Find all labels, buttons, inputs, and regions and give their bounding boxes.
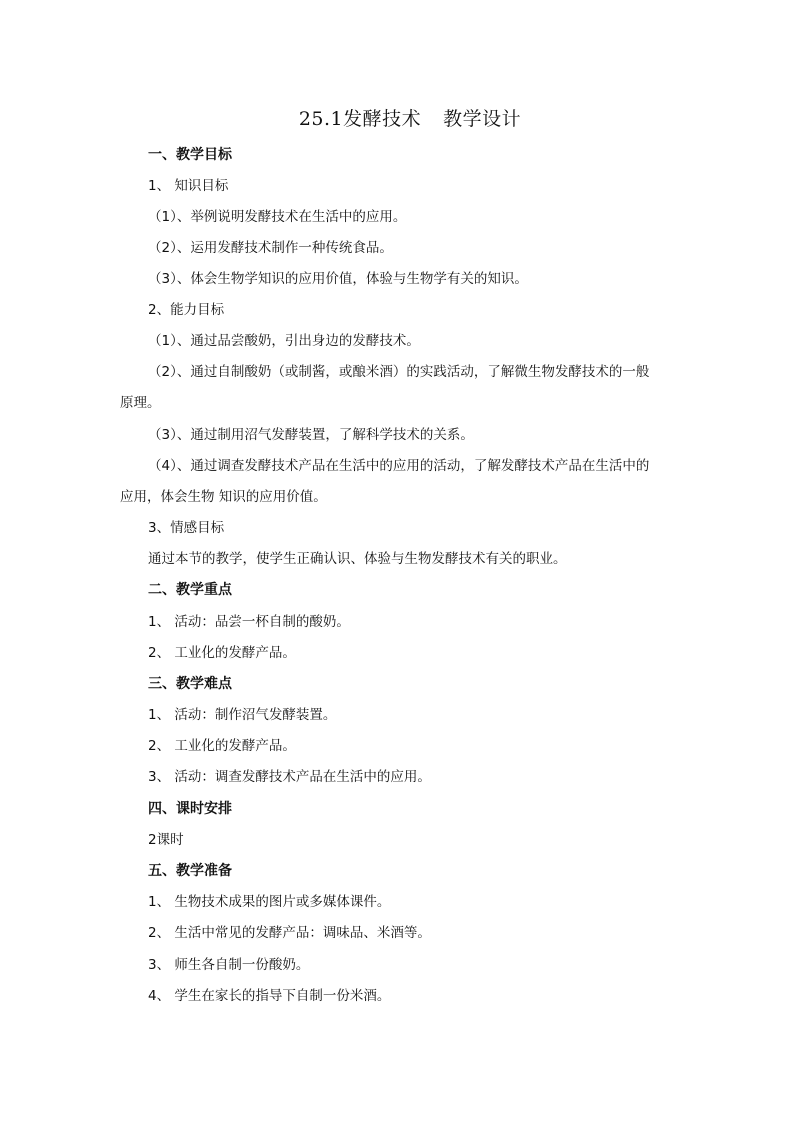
list-item: 4、 学生在家长的指导下自制一份米酒。 (148, 988, 391, 1004)
list-item: 3、 师生各自制一份酸奶。 (148, 957, 310, 973)
list-item: 2、 工业化的发酵产品。 (148, 738, 296, 754)
title-sub: 教学设计 (443, 108, 522, 130)
paragraph-line: （2）、运用发酵技术制作一种传统食品。 (148, 240, 393, 256)
paragraph-line: （1）、举例说明发酵技术在生活中的应用。 (148, 209, 407, 225)
paragraph-line: （2）、通过自制酸奶（或制酱，或酿米酒）的实践活动，了解微生物发酵技术的一般 (148, 364, 650, 380)
paragraph-line: 2课时 (148, 832, 184, 848)
section-heading-key-points: 二、教学重点 (148, 582, 232, 598)
list-item: 2、 工业化的发酵产品。 (148, 645, 296, 661)
list-item: 2、 生活中常见的发酵产品：调味品、米酒等。 (148, 925, 431, 941)
list-item: 1、 活动：品尝一杯自制的酸奶。 (148, 614, 350, 630)
title-main: 25.1发酵技术 (298, 108, 422, 130)
subheading-knowledge: 1、 知识目标 (148, 178, 229, 194)
paragraph-line: 应用，体会生物 知识的应用价值。 (120, 489, 327, 505)
paragraph-line: （3）、体会生物学知识的应用价值，体验与生物学有关的知识。 (148, 271, 528, 287)
paragraph-line: （1）、通过品尝酸奶，引出身边的发酵技术。 (148, 333, 420, 349)
paragraph-line: （4）、通过调查发酵技术产品在生活中的应用的活动，了解发酵技术产品在生活中的 (148, 458, 650, 474)
list-item: 1、 活动：制作沼气发酵装置。 (148, 707, 337, 723)
list-item: 1、 生物技术成果的图片或多媒体课件。 (148, 894, 391, 910)
document-title (0, 104, 794, 131)
section-heading-goals: 一、教学目标 (148, 147, 232, 163)
subheading-emotion: 3、情感目标 (148, 520, 225, 536)
subheading-ability: 2、能力目标 (148, 302, 225, 318)
paragraph-line: （3）、通过制用沼气发酵装置，了解科学技术的关系。 (148, 427, 474, 443)
paragraph-line: 通过本节的教学，使学生正确认识、体验与生物发酵技术有关的职业。 (148, 551, 567, 567)
section-heading-preparation: 五、教学准备 (148, 863, 232, 879)
section-heading-schedule: 四、课时安排 (148, 801, 232, 817)
list-item: 3、 活动：调查发酵技术产品在生活中的应用。 (148, 769, 431, 785)
section-heading-difficulties: 三、教学难点 (148, 676, 232, 692)
paragraph-line: 原理。 (120, 395, 161, 411)
